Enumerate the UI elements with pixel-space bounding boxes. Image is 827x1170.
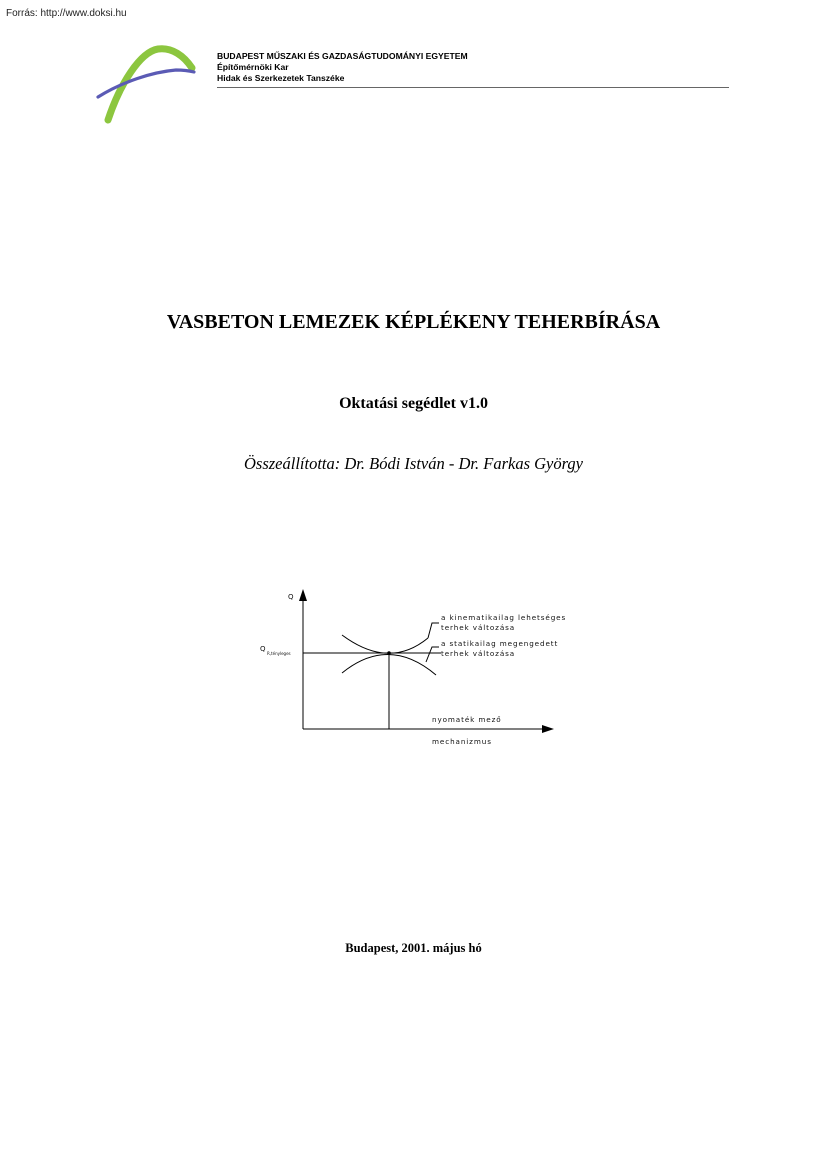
upper-note-line2: terhek változása (441, 623, 516, 632)
x-label-upper: nyomaték mező (432, 715, 502, 724)
x-label-lower: mechanizmus (432, 737, 492, 746)
y-axis-arrow (299, 589, 307, 601)
q-label-sub: R,tényleges (267, 651, 291, 656)
upper-note-line1: a kinematikailag lehetséges (441, 613, 567, 622)
department-name: Hidak és Szerkezetek Tanszéke (217, 73, 345, 83)
logo-blue-swoosh (98, 70, 194, 97)
lower-leader-line (426, 647, 439, 662)
header-divider (217, 87, 729, 88)
y-axis-label: Q (288, 593, 294, 601)
x-axis-arrow (542, 725, 554, 733)
upper-leader-line (428, 623, 439, 638)
q-label-main: Q (260, 645, 266, 653)
kinematic-curve (342, 635, 428, 653)
optimum-point (387, 651, 391, 655)
source-label: Forrás: http://www.doksi.hu (6, 8, 127, 19)
document-subtitle: Oktatási segédlet v1.0 (339, 395, 488, 412)
document-footer: Budapest, 2001. május hó (345, 941, 482, 955)
institution-header (217, 51, 729, 84)
load-capacity-diagram (250, 585, 580, 755)
faculty-name: Építőmérnöki Kar (217, 62, 289, 72)
university-name: BUDAPEST MŰSZAKI ÉS GAZDASÁGTUDOMÁNYI EGYETEM (217, 51, 468, 61)
document-title: VASBETON LEMEZEK KÉPLÉKENY TEHERBÍRÁSA (166, 311, 661, 333)
university-logo (92, 44, 202, 124)
document-authors: Összeállította: Dr. Bódi István - Dr. Farkas György (244, 454, 583, 473)
lower-note-line2: terhek változása (441, 649, 516, 658)
lower-note-line1: a statikailag megengedett (441, 639, 559, 648)
